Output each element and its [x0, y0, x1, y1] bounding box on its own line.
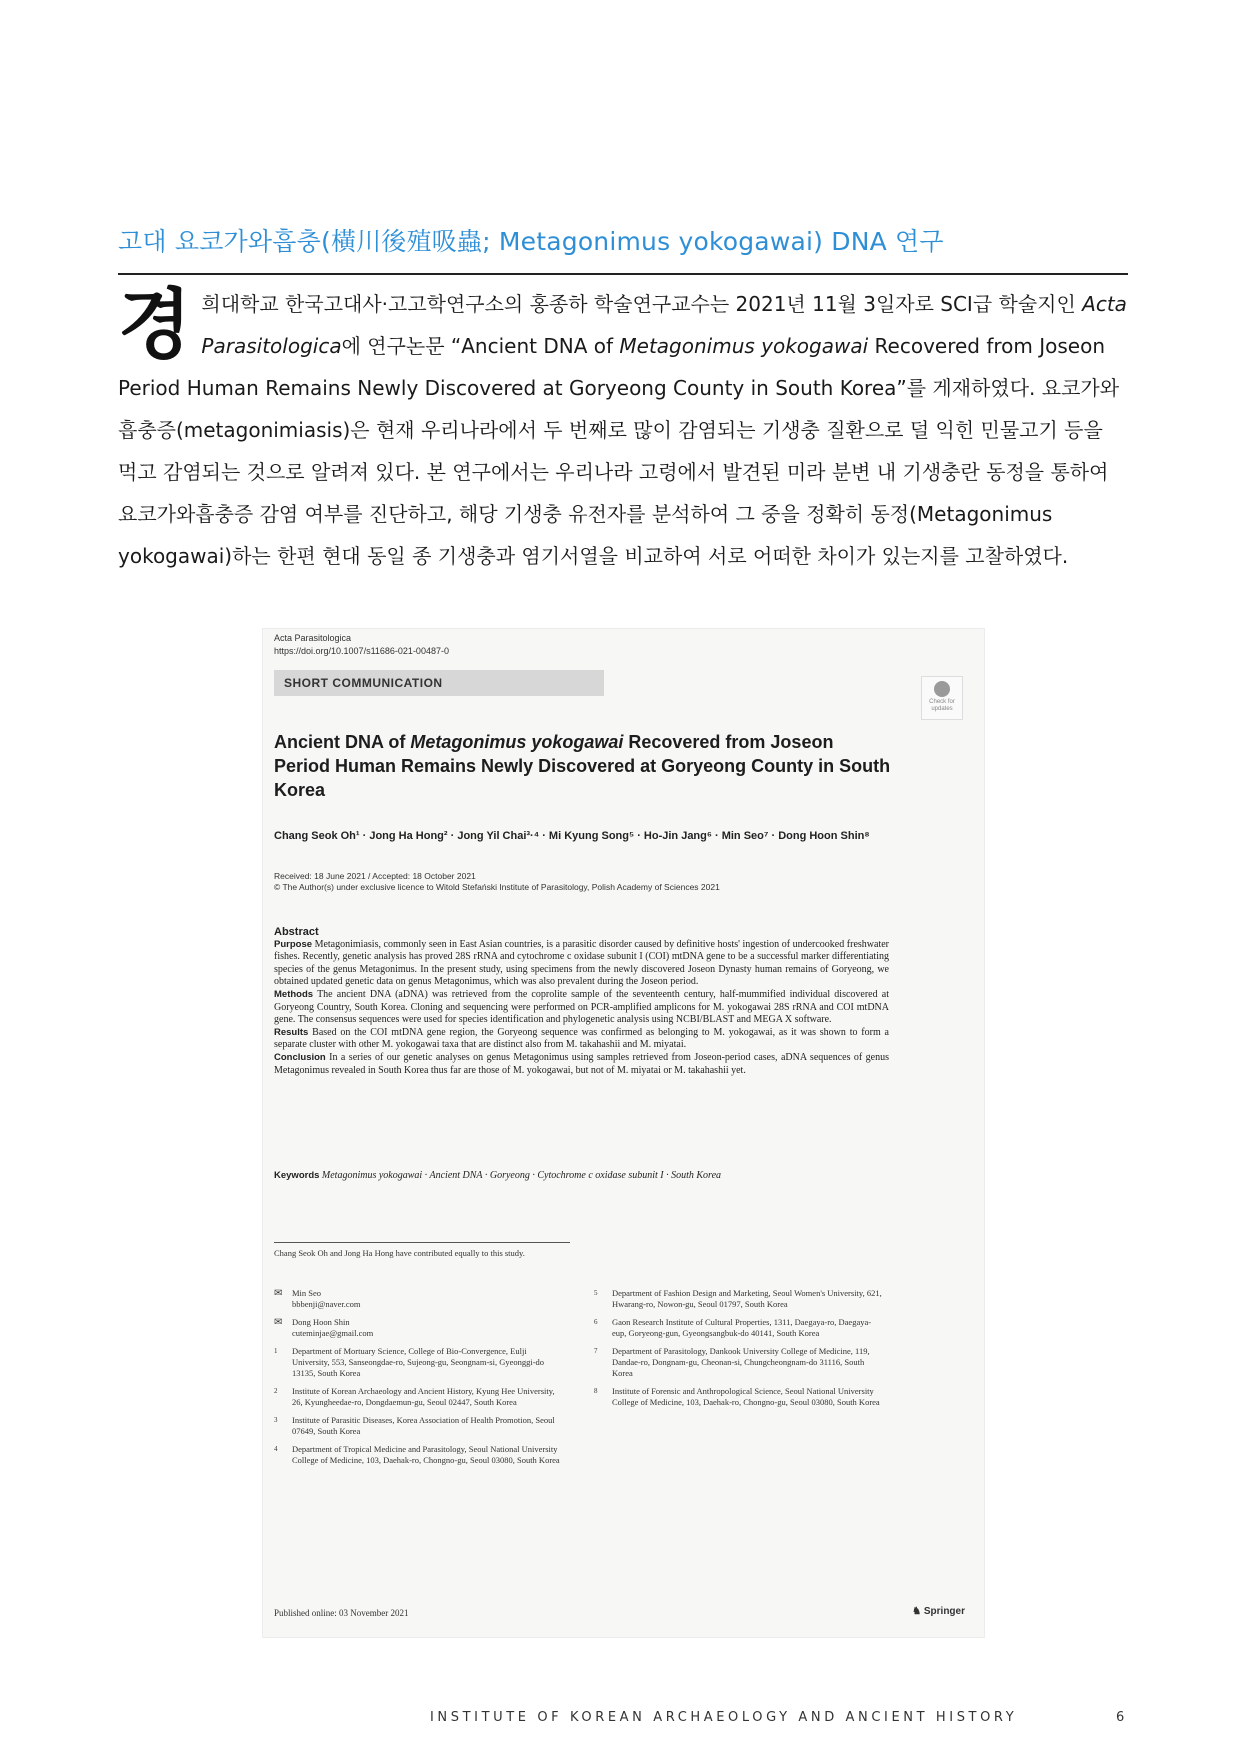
paper-keywords — [274, 1170, 889, 1181]
conclusion-text: In a series of our genetic analyses on genus Metagonimus using samples retrieved from Joseon-period cases, aDNA sequences of genus Metagonimus revealed in South Korea thus far are those of M. yokogawai, but not of M. miyatai or M. takahashii yet. — [274, 1051, 890, 1076]
paper-title-1: Ancient DNA of — [274, 732, 411, 752]
paper-abstract — [274, 926, 889, 1077]
contact-item — [274, 1288, 564, 1310]
contact-name: Dong Hoon Shin — [292, 1317, 350, 1327]
check-updates-label: Check for updates — [929, 699, 955, 712]
paper-title-species: Metagonimus yokogawai — [410, 732, 624, 752]
intro-text-2: 에 연구논문 “Ancient DNA of — [341, 334, 620, 358]
affiliation-item — [594, 1288, 884, 1310]
paper-section-bar — [274, 670, 604, 696]
check-for-updates-badge — [921, 676, 963, 720]
affiliation-item — [594, 1317, 884, 1339]
envelope-icon: ✉ — [274, 1288, 283, 1299]
affiliation-number: 5 — [594, 1289, 598, 1297]
abstract-methods — [274, 989, 889, 1027]
contact-name: Min Seo — [292, 1288, 322, 1298]
purpose-label: Purpose — [274, 938, 313, 950]
section-title: 고대 요코가와흡충(橫川後殖吸蟲; Metagonimus yokogawai) DNA 연구 — [118, 227, 944, 256]
publisher-logo — [912, 1606, 965, 1617]
paper-title-2: Recovered from Joseon Period Human Remains Newly Discovered at Goryeong County in South Korea — [274, 732, 891, 800]
purpose-text: Metagonimiasis, commonly seen in East Asian countries, is a parasitic disorder caused by definitive hosts' ingestion of undercooked freshwater fishes. Recently, genetic analysis has proved 28S rRNA and cytochrome c oxidase subunit I (COI) mtDNA gene to be a successful marker differentiating species of the genus Metagonimus. In the present study, using specimens from the newly discovered Joseon Dynasty human remains of Goryeong, we obtained updated genetic data on genus Metagonimus, which was also prevalent during the Joseon period. — [274, 938, 889, 988]
paper-journal-info — [274, 632, 449, 658]
affiliations-left-column — [274, 1288, 564, 1473]
affiliation-text: Institute of Korean Archaeology and Ancient History, Kyung Hee University, 26, Kyungheedae-ro, Dongdaemun-gu, Seoul 02447, South Korea — [292, 1386, 555, 1407]
paper-received: Received: 18 June 2021 / Accepted: 18 October 2021 — [274, 871, 476, 881]
affiliation-item — [274, 1415, 564, 1437]
abstract-purpose — [274, 939, 889, 989]
intro-text-1: 희대학교 한국고대사·고고학연구소의 홍종하 학술연구교수는 2021년 11월 3일자로 SCI급 학술지인 — [201, 292, 1083, 316]
conclusion-label: Conclusion — [274, 1051, 326, 1063]
publisher-name: Springer — [923, 1606, 965, 1617]
methods-text: The ancient DNA (aDNA) was retrieved from the coprolite sample of the seventeenth century, half-mummified individual discovered at Goryeong Country, South Korea. Cloning and sequencing were performed on PCR-amplified amplicons for M. yokogawai 28S rRNA and COI mtDNA gene. The consensus sequences were used for species identification and phylogenetic analysis using NCBI/BLAST and MEGA X software. — [274, 988, 890, 1026]
affiliation-text: Department of Tropical Medicine and Parasitology, Seoul National University College of Medicine, 103, Daehak-ro, Chongno-gu, Seoul 03080, South Korea — [292, 1444, 560, 1465]
contribution-note: Chang Seok Oh and Jong Ha Hong have contributed equally to this study. — [274, 1248, 525, 1258]
paper-section-label: SHORT COMMUNICATION — [284, 676, 443, 690]
affiliation-item — [274, 1346, 564, 1379]
intro-text-3: Recovered from Joseon Period Human Remains Newly Discovered at Goryeong County in South Korea”를 게재하였다. 요코가와흡충증(metagonimiasis)은 현재 우리나라에서 두 번째로 많이 감염되는 기생충 질환으로 덜 익힌 민물고기 등을 먹고 감염되는 것으로 알려져 있다. 본 연구에서는 우리나라 고령에서 발견된 미라 분변 내 기생충란 동정을 통하여 요코가와흡충증 감염 여부를 진단하고, 해당 기생충 유전자를 분석하여 그 중을 정확히 동정(Metagonimus yokogawai)하는 한편 현대 동일 종 기생충과 염기서열을 비교하여 서로 어떠한 차이가 있는지를 고찰하였다. — [118, 334, 1120, 568]
abstract-heading: Abstract — [274, 926, 319, 938]
paper-journal: Acta Parasitologica — [274, 633, 352, 643]
affiliation-text: Department of Fashion Design and Marketing, Seoul Women's University, 621, Hwarang-ro, Nowon-gu, Seoul 01797, South Korea — [612, 1288, 882, 1309]
affiliation-number: 1 — [274, 1347, 278, 1355]
affiliation-text: Department of Mortuary Science, College of Bio-Convergence, Eulji University, 553, Sanseongdae-ro, Sujeong-gu, Seongnam-si, Gyeonggi-do 13135, South Korea — [292, 1346, 545, 1378]
paper-dates — [274, 871, 720, 893]
affiliation-number: 7 — [594, 1347, 598, 1355]
affiliation-item — [594, 1386, 884, 1408]
affiliation-number: 6 — [594, 1318, 598, 1326]
abstract-results — [274, 1027, 889, 1052]
affiliation-item — [274, 1444, 564, 1466]
intro-journal-name: Acta Parasitologica — [201, 292, 1127, 358]
affiliation-number: 2 — [274, 1387, 278, 1395]
title-divider — [118, 273, 1128, 275]
drop-cap: 경 — [118, 280, 192, 369]
affiliation-number: 4 — [274, 1445, 278, 1453]
page-number: 6 — [1116, 1710, 1125, 1725]
affiliation-text: Institute of Forensic and Anthropological Science, Seoul National University College of Medicine, 103, Daehak-ro, Chongno-gu, Seoul 03080, South Korea — [612, 1386, 880, 1407]
keywords-text: Metagonimus yokogawai · Ancient DNA · Goryeong · Cytochrome c oxidase subunit I · South Korea — [321, 1170, 722, 1181]
contact-email: bbbenji@naver.com — [292, 1299, 361, 1309]
paper-first-page-image — [262, 628, 985, 1638]
springer-horse-icon: ♞ — [912, 1606, 922, 1617]
abstract-conclusion — [274, 1052, 889, 1077]
affiliation-text: Institute of Parasitic Diseases, Korea Association of Health Promotion, Seoul 07649, South Korea — [292, 1415, 555, 1436]
paper-authors: Chang Seok Oh¹ · Jong Ha Hong² · Jong Yil Chai³·⁴ · Mi Kyung Song⁵ · Ho-Jin Jang⁶ · Min Seo⁷ · Dong Hoon Shin⁸ — [274, 830, 870, 842]
affiliation-number: 8 — [594, 1387, 598, 1395]
paper-title — [274, 730, 894, 802]
paper-doi: https://doi.org/10.1007/s11686-021-00487-0 — [274, 646, 449, 656]
affiliation-text: Department of Parasitology, Dankook University College of Medicine, 119, Dandae-ro, Dongnam-gu, Cheonan-si, Chungcheongnam-do 31116, South Korea — [612, 1346, 870, 1378]
intro-paragraph — [118, 280, 1128, 577]
keywords-label: Keywords — [274, 1170, 320, 1181]
affiliation-text: Gaon Research Institute of Cultural Properties, 1311, Daegaya-ro, Daegaya-eup, Goryeong-gun, Gyeongsangbuk-do 40141, South Korea — [612, 1317, 872, 1338]
check-updates-icon — [934, 681, 950, 697]
envelope-icon: ✉ — [274, 1317, 283, 1328]
results-label: Results — [274, 1026, 309, 1038]
contact-item — [274, 1317, 564, 1339]
affiliation-item — [594, 1346, 884, 1379]
methods-label: Methods — [274, 988, 314, 1000]
paper-published-date: Published online: 03 November 2021 — [274, 1608, 409, 1618]
affiliation-number: 3 — [274, 1416, 278, 1424]
intro-species-name: Metagonimus yokogawai — [619, 334, 869, 358]
footer-institute: INSTITUTE OF KOREAN ARCHAEOLOGY AND ANCIENT HISTORY — [430, 1710, 1018, 1725]
results-text: Based on the COI mtDNA gene region, the Goryeong sequence was confirmed as belonging to M. yokogawai, as it was shown to form a separate cluster with other M. yokogawai taxa that are distinct also from M. takahashii and M. miyatai. — [274, 1026, 889, 1051]
paper-copyright: © The Author(s) under exclusive licence to Witold Stefański Institute of Parasitology, Polish Academy of Sciences 2021 — [274, 882, 720, 892]
affiliations-right-column — [594, 1288, 884, 1415]
affiliation-item — [274, 1386, 564, 1408]
contact-email: cuteminjae@gmail.com — [292, 1328, 374, 1338]
footnote-divider — [274, 1242, 570, 1243]
